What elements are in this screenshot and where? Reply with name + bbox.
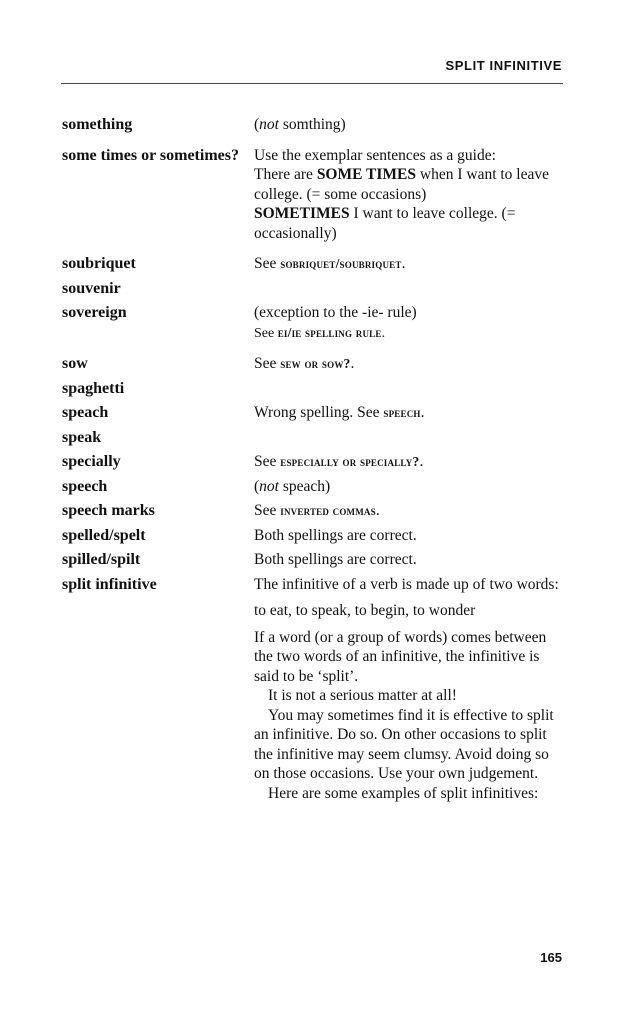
example-keyword: SOMETIMES xyxy=(254,205,350,222)
note-text: (exception to the -ie- rule) xyxy=(254,304,417,321)
note-text: Both spellings are correct. xyxy=(254,551,417,568)
entry-term: specially xyxy=(62,453,121,470)
entry-term: speach xyxy=(62,404,109,421)
example-text: I want to leave college. (= occasionally) xyxy=(254,205,516,242)
entry-specially xyxy=(62,451,562,472)
entry-definition xyxy=(254,525,562,546)
entry-term: sovereign xyxy=(62,304,127,321)
paragraph: You may sometimes find it is effective to split an infinitive. Do so. On other occasions to split the infinitive may seem clumsy. Avoid doing so on those occasions. Use your own judgement. xyxy=(254,706,554,782)
period: . xyxy=(420,404,425,421)
misspelling: somthing) xyxy=(278,116,346,133)
entry-definition xyxy=(254,549,562,570)
entry-spilled-spilt xyxy=(62,549,562,570)
note-text: Both spellings are correct. xyxy=(254,526,417,544)
entry-definition xyxy=(254,145,562,244)
entry-sovereign xyxy=(62,302,562,343)
entry-definition xyxy=(254,114,562,135)
entry-term: spaghetti xyxy=(62,379,125,397)
entry-definition xyxy=(254,302,562,343)
entry-speech-marks xyxy=(62,500,562,521)
entry-definition xyxy=(254,278,562,279)
entry-soubriquet xyxy=(62,253,562,274)
entry-term: sow xyxy=(62,355,88,372)
paragraph: If a word (or a group of words) comes between the two words of an infinitive, the infinitive is said to be ‘split’. xyxy=(254,628,547,685)
period: . xyxy=(419,453,424,470)
entry-some-times-or-sometimes xyxy=(62,145,562,244)
cross-reference: especially or specially? xyxy=(280,454,420,469)
entry-term: souvenir xyxy=(62,279,121,297)
running-head: SPLIT INFINITIVE xyxy=(445,58,562,73)
cross-reference: sew or sow? xyxy=(280,356,351,371)
entry-term: speak xyxy=(62,428,102,446)
see-label: See xyxy=(254,325,278,341)
note-text: Wrong spelling. See xyxy=(254,404,384,421)
page-number: 165 xyxy=(540,950,562,965)
period: . xyxy=(401,255,406,272)
paren-open: ( xyxy=(254,116,260,133)
entry-definition xyxy=(254,500,562,521)
entry-souvenir xyxy=(62,278,562,299)
not-emphasis: not xyxy=(259,116,279,133)
entry-definition xyxy=(254,402,562,423)
paragraph: The infinitive of a verb is made up of two words: xyxy=(254,575,559,593)
period: . xyxy=(381,325,386,341)
paragraph: It is not a serious matter at all! xyxy=(268,687,457,704)
entry-split-infinitive xyxy=(62,574,562,804)
paren-open: ( xyxy=(254,477,260,495)
example-text: There are xyxy=(254,166,317,183)
entry-speach xyxy=(62,402,562,423)
entry-term: something xyxy=(62,116,133,133)
see-label: See xyxy=(254,453,281,470)
entry-term: soubriquet xyxy=(62,255,136,272)
entry-term: some times or sometimes? xyxy=(62,146,239,164)
period: . xyxy=(350,355,355,372)
see-label: See xyxy=(254,255,281,272)
entry-speech xyxy=(62,476,562,497)
see-label: See xyxy=(254,355,281,372)
entry-spaghetti xyxy=(62,378,562,399)
header-rule xyxy=(61,83,563,84)
entry-term: spilled/spilt xyxy=(62,551,141,568)
entry-spelled-spelt xyxy=(62,525,562,546)
entry-term: spelled/spelt xyxy=(62,526,146,544)
cross-reference: ei/ie spelling rule xyxy=(277,324,382,340)
entry-definition xyxy=(254,451,562,472)
example-keyword: SOME TIMES xyxy=(316,166,417,183)
entry-speak xyxy=(62,427,562,448)
entry-definition xyxy=(254,427,562,428)
entry-definition xyxy=(254,253,562,274)
example-text: when I want to leave college. (= some occasions) xyxy=(254,166,550,203)
not-emphasis: not xyxy=(259,477,279,495)
entry-term: split infinitive xyxy=(62,575,157,593)
entry-sow xyxy=(62,353,562,374)
misspelling: speach) xyxy=(278,477,331,495)
paragraph: Here are some examples of split infinitives: xyxy=(268,784,539,802)
cross-reference: sobriquet/soubriquet xyxy=(280,256,402,271)
entry-definition xyxy=(254,353,562,374)
dictionary-entries xyxy=(62,114,562,807)
period: . xyxy=(375,502,380,519)
entry-term: speech marks xyxy=(62,502,155,519)
example-list: to eat, to speak, to begin, to wonder xyxy=(254,602,476,619)
entry-definition xyxy=(254,476,562,497)
entry-something xyxy=(62,114,562,135)
see-label: See xyxy=(254,502,281,519)
guide-line: Use the exemplar sentences as a guide: xyxy=(254,146,496,164)
cross-reference: inverted commas xyxy=(280,503,376,518)
entry-definition xyxy=(254,574,562,804)
cross-reference: speech xyxy=(383,405,421,420)
entry-term: speech xyxy=(62,477,108,495)
entry-definition xyxy=(254,378,562,379)
